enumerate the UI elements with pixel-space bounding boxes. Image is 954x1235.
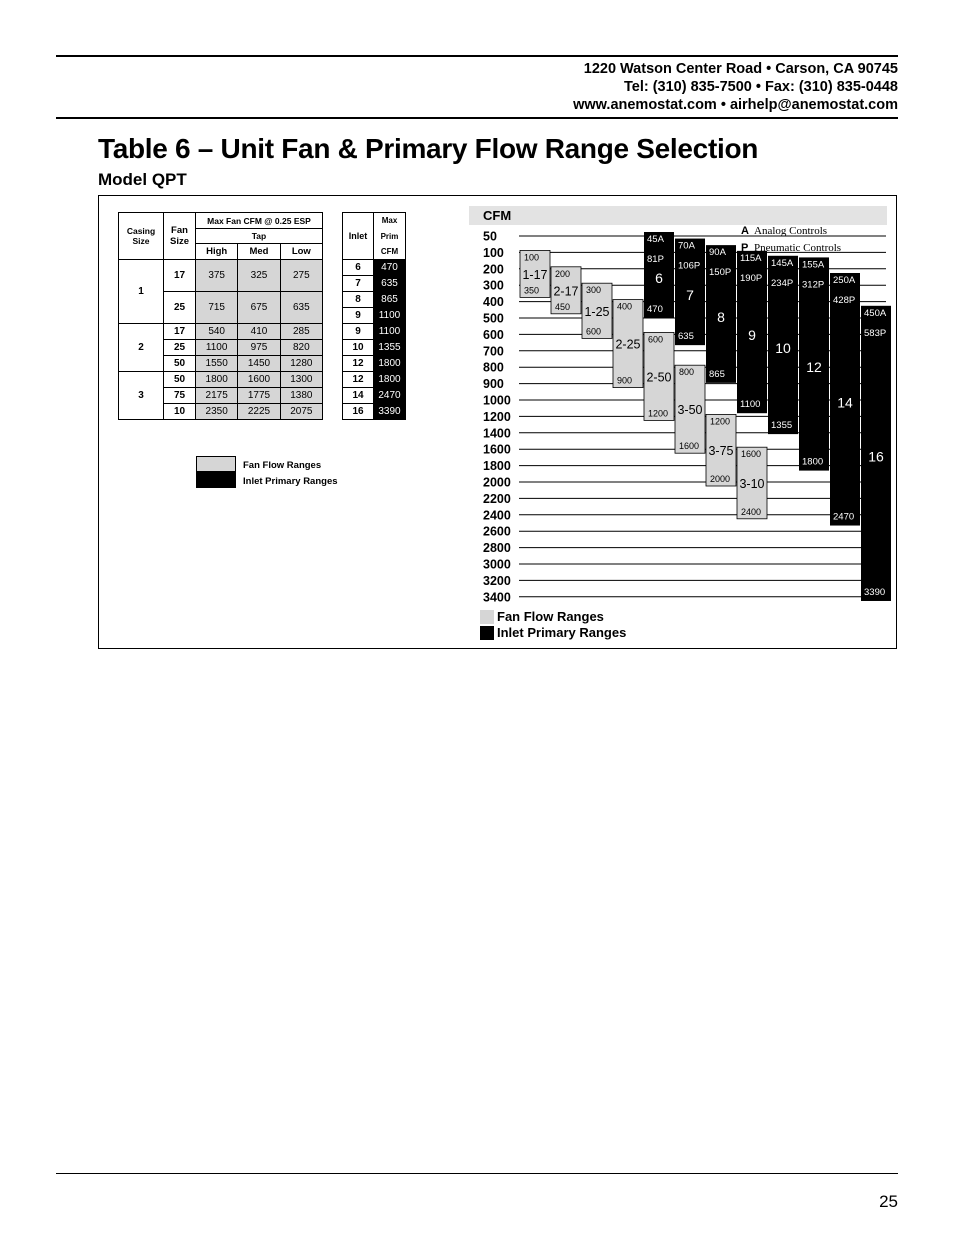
- fan-range-min: 600: [648, 334, 664, 345]
- inlet-analog-min: 450A: [864, 307, 887, 319]
- cfm-low-cell: 275: [280, 260, 322, 292]
- chart-fan-legend: Fan Flow Ranges: [497, 609, 604, 624]
- inlet-size-cell: 9: [343, 324, 374, 340]
- max-prim-cfm-cell: 865: [374, 292, 406, 308]
- casing-size-cell: 2: [119, 324, 164, 372]
- chart-inlet-swatch: [480, 626, 494, 640]
- analog-letter: A: [741, 225, 749, 237]
- inlet-analog-min: 145A: [771, 257, 794, 269]
- fan-range-max: 2000: [710, 474, 731, 484]
- inlet-range-max: 1100: [740, 399, 761, 411]
- inlet-range-label: 10: [775, 339, 791, 356]
- fan-range-label: 1-25: [584, 304, 610, 319]
- fan-range-max: 2400: [741, 506, 762, 517]
- fan-range-min: 200: [555, 268, 571, 279]
- max-prim-cfm-cell: 1100: [374, 324, 406, 340]
- max-prim-cfm-cell: 635: [374, 276, 406, 292]
- cfm-low-cell: 285: [280, 324, 322, 340]
- inlet-analog-min: 90A: [709, 247, 726, 259]
- inlet-range-max: 1355: [771, 420, 793, 432]
- inlet-analog-min: 45A: [647, 234, 664, 245]
- fan-size-cell: 17: [164, 324, 196, 340]
- y-tick-label: 800: [483, 360, 504, 375]
- fan-range-max: 1600: [679, 441, 700, 452]
- cfm-high-cell: 2175: [196, 388, 238, 404]
- inlet-range-label: 14: [837, 394, 853, 411]
- inlet-pneumatic-min: 190P: [740, 272, 763, 284]
- cfm-low-cell: 1280: [280, 356, 322, 372]
- inlet-range-label: 12: [806, 359, 822, 376]
- inlet-size-cell: 8: [343, 292, 374, 308]
- web-email: www.anemostat.com • airhelp@anemostat.com: [573, 97, 898, 113]
- y-tick-label: 2600: [483, 524, 511, 539]
- cfm-med-cell: 1600: [238, 372, 280, 388]
- inlet-range-max: 3390: [864, 586, 886, 598]
- y-tick-label: 2800: [483, 541, 511, 556]
- chart-inlet-legend: Inlet Primary Ranges: [497, 625, 627, 640]
- cfm-low-cell: 1300: [280, 372, 322, 388]
- fan-range-min: 1600: [741, 449, 762, 460]
- analog-text: Analog Controls: [754, 225, 828, 237]
- cfm-header: CFM: [374, 244, 406, 260]
- inlet-size-cell: 7: [343, 276, 374, 292]
- inlet-pneumatic-min: 81P: [647, 254, 664, 265]
- inlet-range-label: 6: [655, 270, 663, 287]
- fan-range-min: 400: [617, 301, 633, 312]
- inlet-pneumatic-min: 150P: [709, 267, 732, 279]
- footer-rule: [56, 1173, 898, 1174]
- cfm-med-cell: 1450: [238, 356, 280, 372]
- fan-range-min: 300: [586, 285, 602, 296]
- fan-range-min: 1200: [710, 416, 731, 427]
- inlet-pneumatic-min: 428P: [833, 295, 856, 306]
- fan-range-max: 900: [617, 375, 633, 386]
- contact-header: [573, 60, 898, 114]
- inlet-analog-min: 70A: [678, 240, 695, 252]
- inlet-size-cell: 14: [343, 388, 374, 404]
- y-tick-label: 3000: [483, 557, 511, 572]
- fan-size-cell: 50: [164, 356, 196, 372]
- y-tick-label: 1800: [483, 459, 511, 474]
- inlet-analog-min: 115A: [740, 252, 762, 264]
- fan-range-min: 800: [679, 367, 695, 378]
- fan-size-cell: 25: [164, 340, 196, 356]
- cfm-low-cell: 635: [280, 292, 322, 324]
- max-prim-cfm-cell: 1800: [374, 356, 406, 372]
- phone-fax: Tel: (310) 835-7500 • Fax: (310) 835-0448: [623, 79, 898, 95]
- low-header: Low: [280, 244, 322, 260]
- selection-frame: [98, 195, 897, 649]
- inlet-pneumatic-min: 106P: [678, 260, 701, 272]
- inlet-range-label: 9: [748, 327, 756, 344]
- inlet-size-cell: 9: [343, 308, 374, 324]
- inlet-pneumatic-min: 234P: [771, 277, 794, 289]
- inlet-range-max: 1800: [802, 456, 824, 468]
- page-number: 25: [879, 1192, 898, 1211]
- top-rule: [56, 55, 898, 57]
- pneumatic-letter: P: [741, 242, 749, 254]
- cfm-high-cell: 1550: [196, 356, 238, 372]
- y-tick-label: 3400: [483, 590, 511, 605]
- y-tick-label: 50: [483, 229, 497, 244]
- cfm-header-band: [469, 206, 887, 225]
- inlet-size-cell: 12: [343, 356, 374, 372]
- y-tick-label: 200: [483, 262, 504, 277]
- cfm-axis-title: CFM: [483, 208, 512, 223]
- cfm-med-cell: 675: [238, 292, 280, 324]
- pneumatic-text: Pneumatic Controls: [754, 242, 842, 254]
- max-prim-cfm-cell: 3390: [374, 404, 406, 420]
- y-tick-label: 300: [483, 278, 504, 293]
- flow-range-chart: [99, 196, 896, 648]
- inlet-range-label: 7: [686, 286, 694, 303]
- cfm-high-cell: 1100: [196, 340, 238, 356]
- inlet-range-max: 865: [709, 368, 725, 380]
- prim-header: Prim: [374, 229, 406, 244]
- y-tick-label: 1000: [483, 393, 511, 408]
- inlet-range-label: 8: [717, 308, 725, 325]
- inlet-pneumatic-min: 312P: [802, 279, 825, 291]
- y-tick-label: 1600: [483, 442, 511, 457]
- fan-size-cell: 25: [164, 292, 196, 324]
- fan-size-header: Fan Size: [164, 213, 196, 260]
- cfm-low-cell: 820: [280, 340, 322, 356]
- inlet-analog-min: 155A: [802, 259, 825, 271]
- max-prim-cfm-cell: 1100: [374, 308, 406, 324]
- fan-range-label: 1-17: [522, 267, 548, 282]
- inlet-header: Inlet: [343, 213, 374, 260]
- fan-range-max: 450: [555, 301, 571, 312]
- inlet-size-cell: 10: [343, 340, 374, 356]
- casing-size-header: Casing Size: [119, 213, 164, 260]
- y-tick-label: 2200: [483, 491, 511, 506]
- cfm-high-cell: 375: [196, 260, 238, 292]
- inlet-range-max: 2470: [833, 511, 855, 523]
- max-prim-cfm-cell: 1800: [374, 372, 406, 388]
- cfm-med-cell: 2225: [238, 404, 280, 420]
- cfm-high-cell: 2350: [196, 404, 238, 420]
- fan-size-cell: 17: [164, 260, 196, 292]
- page-title: Table 6 – Unit Fan & Primary Flow Range Selection: [98, 133, 759, 164]
- y-tick-label: 500: [483, 311, 504, 326]
- max-prim-cfm-cell: 1355: [374, 340, 406, 356]
- y-tick-label: 1200: [483, 409, 511, 424]
- fan-range-max: 1200: [648, 408, 669, 419]
- casing-size-cell: 3: [119, 372, 164, 420]
- y-tick-label: 100: [483, 245, 504, 260]
- fan-size-cell: 50: [164, 372, 196, 388]
- inlet-analog-min: 250A: [833, 275, 856, 286]
- fan-range-min: 100: [524, 252, 540, 263]
- casing-size-cell: 1: [119, 260, 164, 324]
- max-prim-cfm-cell: 2470: [374, 388, 406, 404]
- chart-fan-swatch: [480, 610, 494, 624]
- y-tick-label: 3200: [483, 573, 511, 588]
- inlet-primary-legend-label: Inlet Primary Ranges: [243, 476, 338, 487]
- model-subtitle: Model QPT: [98, 170, 187, 189]
- header-rule: [56, 117, 898, 119]
- med-header: Med: [238, 244, 280, 260]
- max-header: Max: [374, 213, 406, 229]
- fan-flow-legend-label: Fan Flow Ranges: [243, 460, 322, 471]
- max-prim-cfm-cell: 470: [374, 260, 406, 276]
- y-tick-label: 900: [483, 377, 504, 392]
- cfm-med-cell: 1775: [238, 388, 280, 404]
- cfm-low-cell: 2075: [280, 404, 322, 420]
- fan-range-max: 600: [586, 326, 602, 337]
- inlet-pneumatic-min: 583P: [864, 327, 887, 339]
- inlet-size-cell: 6: [343, 260, 374, 276]
- cfm-med-cell: 975: [238, 340, 280, 356]
- cfm-high-cell: 715: [196, 292, 238, 324]
- y-tick-label: 1400: [483, 426, 511, 441]
- fan-range-label: 3-50: [677, 403, 703, 418]
- inlet-range-label: 16: [868, 448, 884, 465]
- inlet-range-max: 470: [647, 304, 663, 316]
- inlet-size-cell: 12: [343, 372, 374, 388]
- y-tick-label: 2400: [483, 508, 511, 523]
- address: 1220 Watson Center Road • Carson, CA 90745: [583, 61, 898, 77]
- y-tick-label: 2000: [483, 475, 511, 490]
- cfm-med-cell: 325: [238, 260, 280, 292]
- cfm-med-cell: 410: [238, 324, 280, 340]
- max-fan-cfm-header: Max Fan CFM @ 0.25 ESP: [196, 213, 323, 229]
- fan-range-label: 3-75: [708, 444, 734, 459]
- fan-range-label: 2-50: [646, 370, 672, 385]
- y-tick-label: 400: [483, 295, 504, 310]
- cfm-low-cell: 1380: [280, 388, 322, 404]
- inlet-size-cell: 16: [343, 404, 374, 420]
- cfm-high-cell: 1800: [196, 372, 238, 388]
- fan-size-cell: 75: [164, 388, 196, 404]
- fan-range-label: 2-17: [553, 284, 579, 299]
- fan-range-label: 3-10: [739, 477, 765, 491]
- inlet-range-max: 635: [678, 331, 694, 343]
- cfm-high-cell: 540: [196, 324, 238, 340]
- fan-range-max: 350: [524, 285, 540, 296]
- high-header: High: [196, 244, 238, 260]
- tap-header: Tap: [196, 229, 323, 244]
- y-tick-label: 700: [483, 344, 504, 359]
- y-tick-label: 600: [483, 327, 504, 342]
- fan-range-label: 2-25: [615, 337, 641, 352]
- fan-size-cell: 10: [164, 404, 196, 420]
